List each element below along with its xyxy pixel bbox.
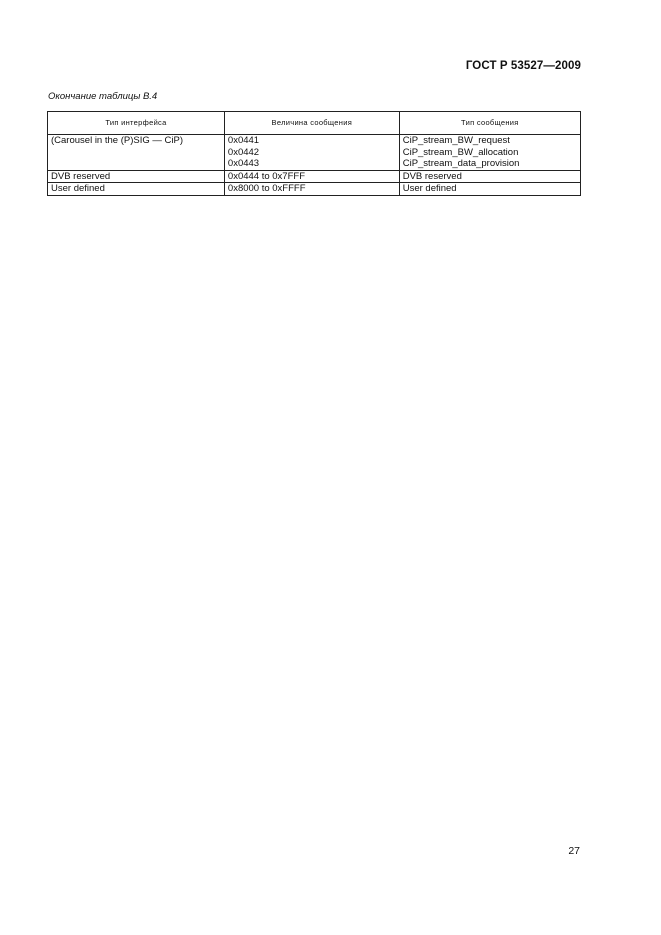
cell-message-type: [399, 135, 580, 171]
cell-message-type: [399, 170, 580, 183]
cell-text: DVB reserved: [402, 170, 462, 182]
cell-text: CiP_stream_BW_request: [402, 135, 510, 146]
cell-text: 0x8000 to 0xFFFF: [227, 183, 306, 194]
cell-message-value: [224, 170, 399, 183]
cell-text: (Carousel in the (P)SIG — CiP): [51, 135, 183, 146]
cell-message-value: [224, 183, 399, 196]
cell-text: 0x0441: [227, 135, 260, 146]
column-header-message-type: Тип сообщения: [399, 112, 580, 135]
column-header-interface-type: Тип интерфейса: [48, 112, 225, 135]
data-table: [47, 111, 581, 196]
cell-text: User defined: [402, 183, 457, 194]
table-row: [48, 183, 581, 196]
cell-text: DVB reserved: [51, 170, 111, 182]
column-header-message-value: Величина сообщения: [224, 112, 399, 135]
table-row: [48, 170, 581, 183]
cell-interface-type: [48, 183, 225, 196]
cell-text: 0x0444 to 0x7FFF: [227, 170, 306, 182]
cell-text: 0x0443: [227, 158, 260, 169]
table-caption: Окончание таблицы В.4: [48, 91, 158, 102]
page-number: 27: [568, 845, 580, 857]
cell-text: User defined: [51, 183, 105, 194]
cell-message-type: [399, 183, 580, 196]
cell-interface-type: [48, 135, 225, 171]
cell-interface-type: [48, 170, 225, 183]
table-row: [48, 135, 581, 171]
cell-text: CiP_stream_BW_allocation: [402, 146, 519, 158]
cell-text: CiP_stream_data_provision: [402, 158, 520, 169]
cell-message-value: [224, 135, 399, 171]
cell-text: 0x0442: [227, 146, 260, 158]
table-header-row: [48, 112, 581, 135]
document-code: ГОСТ Р 53527—2009: [465, 60, 581, 72]
